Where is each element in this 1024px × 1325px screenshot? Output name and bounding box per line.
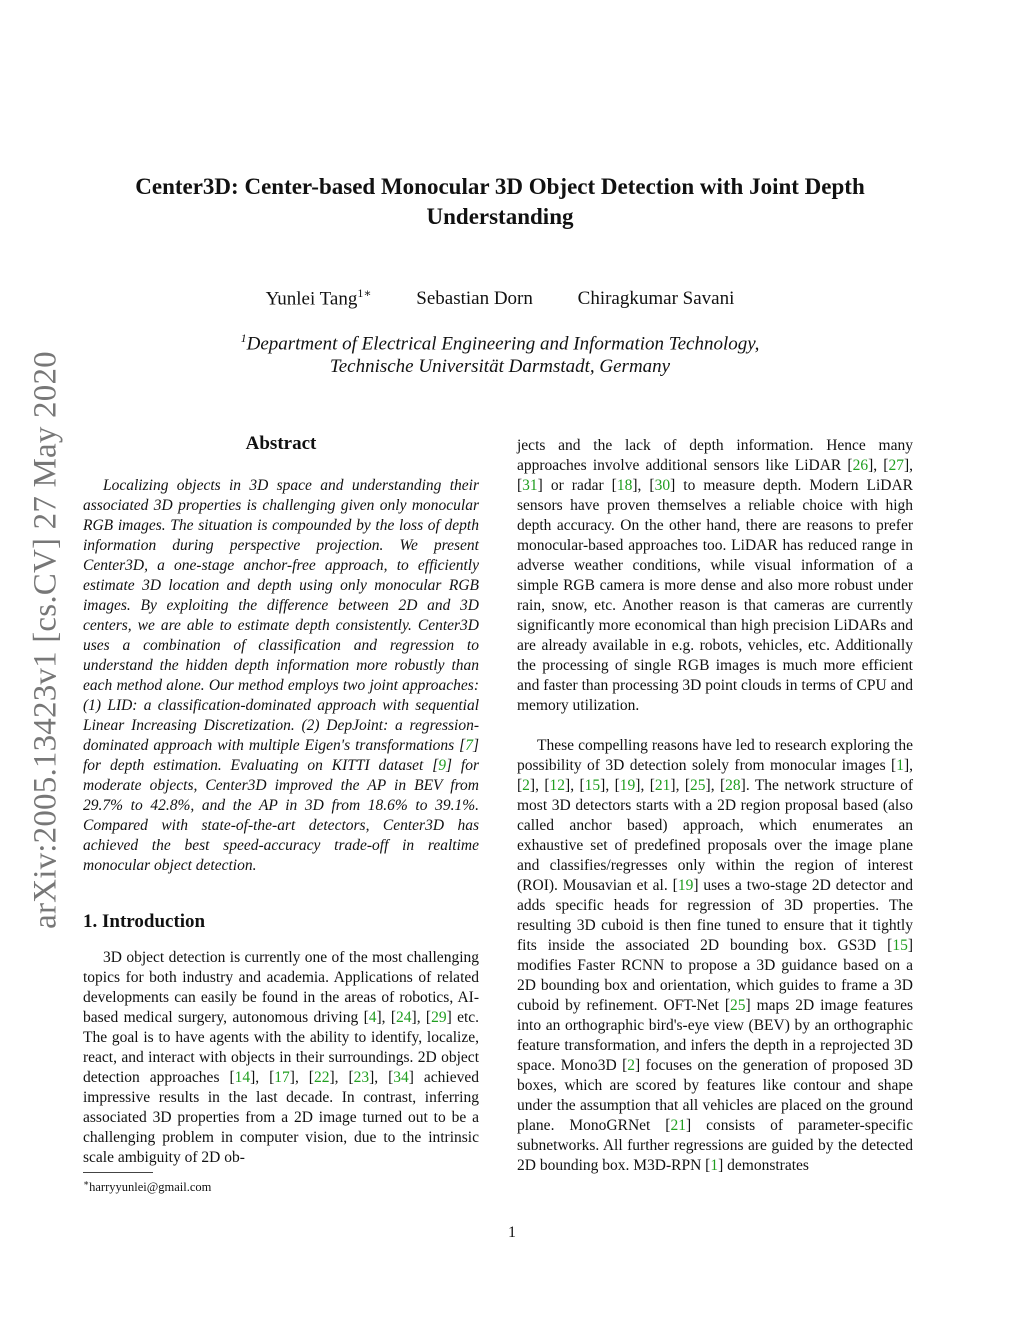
author-1 [266, 286, 372, 310]
citation-link[interactable]: 31 [522, 477, 538, 494]
author-1-name: Yunlei Tang [265, 288, 358, 310]
right-column [517, 436, 913, 1176]
citation-link[interactable]: 23 [353, 1069, 370, 1086]
citation-link[interactable]: 28 [725, 777, 741, 794]
footnote-mark: ∗ [83, 1178, 90, 1188]
citation-link[interactable]: 25 [730, 997, 746, 1014]
citation-link[interactable]: 1 [710, 1157, 719, 1174]
left-column [83, 432, 479, 1168]
page-number: 1 [508, 1224, 516, 1241]
citation-link[interactable]: 4 [368, 1009, 377, 1026]
abstract-body: Localizing objects in 3D space and understanding their associated 3D properties is challenging given only monocular RGB images. The situation is compounded by the loss of depth information during perspective projection. We present Center3D, a one-stage anchor-free approach, to efficiently estimate 3D location and depth using only monocular RGB images. By exploiting the difference between 2D and 3D centers, we are able to estimate depth consistently. Center3D uses a combination of classification and regression to understand the hidden depth information more robustly than each method alone. Our method employs two joint approaches: (1) LID: a classification-dominated approach with sequential Linear Increasing Discretization. (2) DepJoint: a regression-dominated approach with multiple Eigen's transformations [7] for depth estimation. Evaluating on KITTI dataset [9] for moderate objects, Center3D improved the AP in BEV from 29.7% to 42.8%, and the AP in 3D from 18.6% to 39.1%. Compared with state-of-the-art detectors, Center3D has achieved the best speed-accuracy trade-off in realtime monocular object detection. [83, 477, 479, 874]
citation-link[interactable]: 12 [549, 777, 566, 794]
citation-link[interactable]: 21 [670, 1117, 686, 1134]
paper-title: Center3D: Center-based Monocular 3D Object Detection with Joint Depth Understanding [135, 174, 865, 229]
affiliation [100, 327, 900, 378]
citation-link[interactable]: 24 [396, 1009, 412, 1026]
footnote-rule [83, 1172, 153, 1173]
citation-link[interactable]: 21 [654, 777, 671, 794]
intro-paragraph-1: 3D object detection is currently one of the most challenging topics for both industry and academia. Applications of related developments can easily be found in the areas of robotics, AI-based medical surgery, autonomous driving [4], [24], [29] etc. The goal is to have agents with the ability to identify, localize, react, and interact with objects in their surroundings. 2D object detection approaches [14], [17], [22], [23], [34] achieved impressive results in the last decade. In contrast, inferring associated 3D properties from a 2D image turned out to be a challenging problem in computer vision, due to the intrinsic scale ambiguity of 2D ob- [83, 949, 480, 1166]
citation-link[interactable]: 26 [852, 457, 869, 474]
affiliation-line-2: Technische Universität Darmstadt, Germany [329, 356, 671, 378]
arxiv-sidebar [18, 340, 74, 940]
affiliation-line-1 [100, 327, 900, 355]
citation-link[interactable]: 18 [616, 477, 633, 494]
citation-link[interactable]: 14 [234, 1069, 251, 1086]
citation-link[interactable]: 9 [438, 757, 446, 774]
introduction-heading: 1. Introduction [83, 911, 206, 932]
author-2: Sebastian Dorn [416, 288, 533, 310]
citation-link[interactable]: 2 [627, 1057, 635, 1074]
citation-link[interactable]: 17 [274, 1069, 290, 1086]
citation-link[interactable]: 15 [584, 777, 601, 794]
affiliation-mark: 1 [240, 331, 247, 345]
citation-link[interactable]: 19 [677, 877, 694, 894]
abstract-heading: Abstract [245, 433, 317, 454]
footnote [83, 1178, 211, 1195]
author-list [100, 286, 900, 310]
intro-paragraph-2: These compelling reasons have led to research exploring the possibility of 3D detection solely from monocular images [1], [2], [12], [15], [19], [21], [25], [28]. The network structure of most 3D detectors starts with a 2D region proposal based (also called anchor based) approach, which enumerates an exhaustive set of predefined proposals over the image plane and classifies/regresses only within the region of interest (ROI). Mousavian et al. [19] uses a two-stage 2D detector and adds specific heads for regression of 3D properties. The resulting 3D cuboid is then fine tuned to ensure that it tightly fits inside the associated 2D bounding box. GS3D [15] modifies Faster RCNN to propose a 3D guidance based on a 2D bounding box and orientation, which guides to frame a 3D cuboid by refinement. OFT-Net [25] maps 2D image features into an orthographic bird's-eye view (BEV) by an orthographic feature transformation, and infers the depth in a reprojected 3D space. Mono3D [2] focuses on the generation of proposed 3D boxes, which are scored by features like contour and shape under the assumption that all vehicles are placed on the ground plane. MonoGRNet [21] consists of parameter-specific subnetworks. All further regressions are guided by the detected 2D bounding box. M3D-RPN [1] demonstrates [517, 737, 914, 1174]
arxiv-identifier: arXiv:2005.13423v1 [cs.CV] 27 May 2020 [27, 351, 64, 929]
citation-link[interactable]: 1 [896, 757, 904, 774]
citation-link[interactable]: 15 [892, 937, 908, 954]
affiliation-line-1-text: Department of Electrical Engineering and Information Technology, [246, 333, 760, 355]
citation-link[interactable]: 2 [522, 777, 530, 794]
intro-paragraph-1-continued: jects and the lack of depth information. Hence many approaches involve additional sensors like LiDAR [26], [27], [31] or radar [18], [30] to measure depth. Modern LiDAR sensors have proven themselves a reliable choice with high depth accuracy. On the other hand, there are reasons to prefer monocular-based approaches too. LiDAR has reduced range in adverse weather conditions, while visual information of a simple RGB camera is more dense and also more robust under rain, snow, etc. Another reason is that cameras are currently significantly more economical than high precision LiDARs and are already available in e.g. robots, vehicles, etc. Additionally the processing of single RGB images is much more efficient and faster than processing 3D point clouds in terms of CPU and memory utilization. [517, 437, 913, 714]
citation-link[interactable]: 34 [393, 1069, 409, 1086]
citation-link[interactable]: 7 [465, 737, 473, 754]
citation-link[interactable]: 30 [654, 477, 671, 494]
citation-link[interactable]: 25 [690, 777, 706, 794]
footnote-email: harryyunlei@gmail.com [89, 1180, 212, 1195]
author-1-mark: 1∗ [357, 286, 372, 300]
citation-link[interactable]: 27 [888, 457, 904, 474]
citation-link[interactable]: 22 [313, 1069, 330, 1086]
author-3: Chiragkumar Savani [577, 288, 735, 310]
citation-link[interactable]: 19 [619, 777, 636, 794]
citation-link[interactable]: 29 [431, 1009, 447, 1026]
